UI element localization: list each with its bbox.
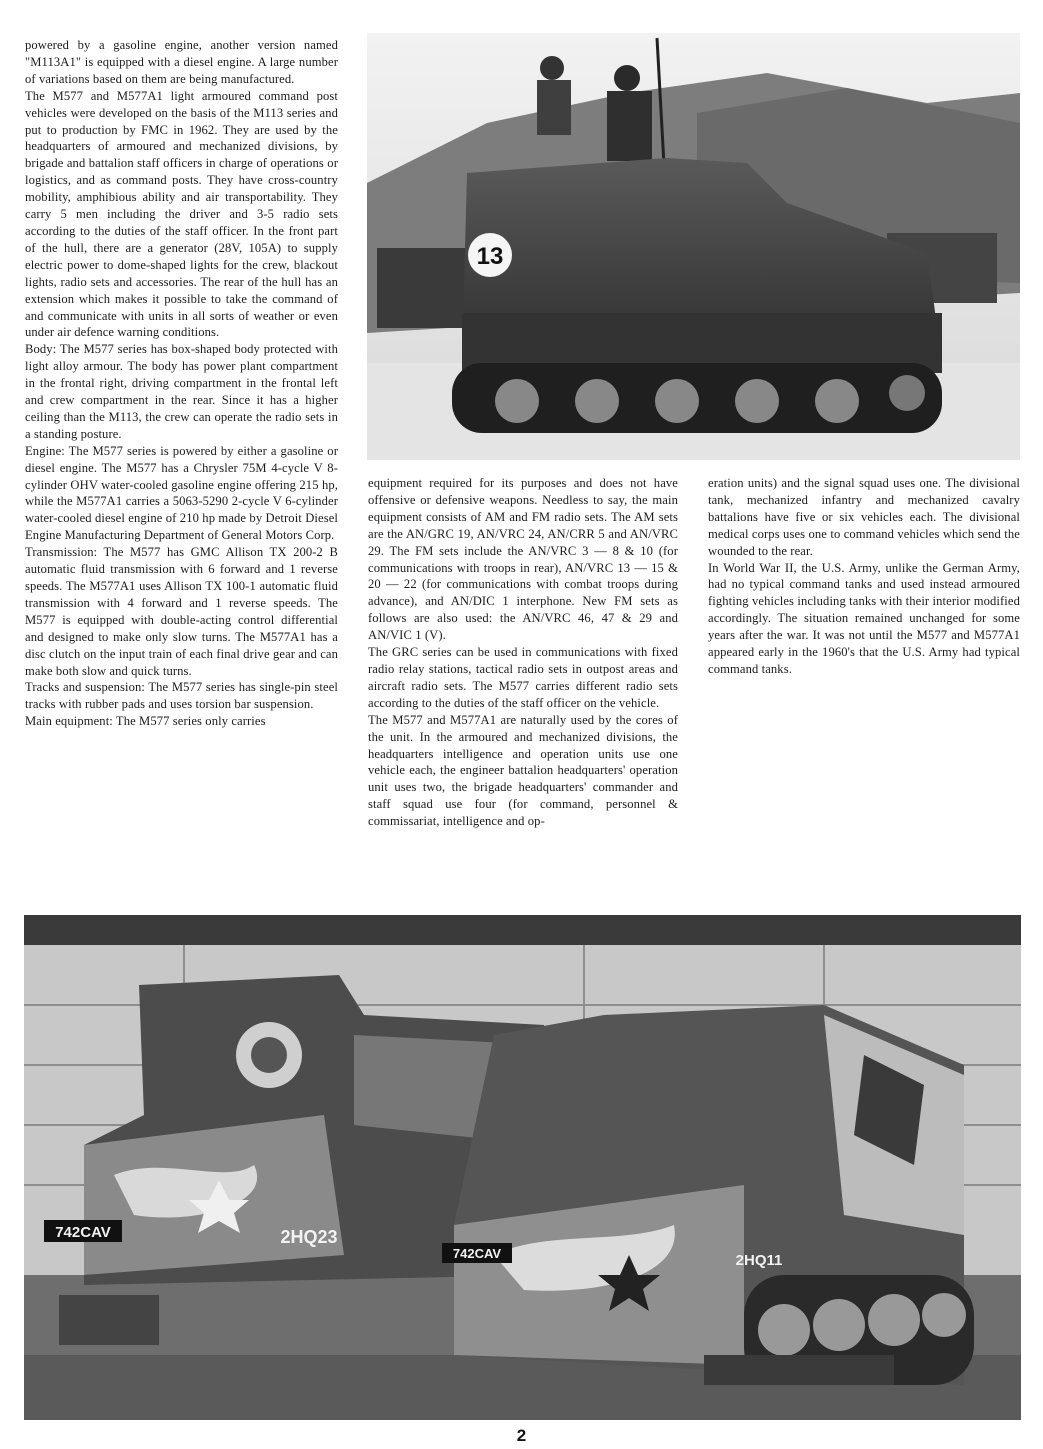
paragraph: Body: The M577 series has box-shaped body protected with light alloy armour. The body has power plant compartment in the frontal right, driving compartment in the frontal left and crew compartment in the rear. Since it has a higher ceiling than the M113, the crew can operate the radio sets in a standing posture. <box>25 342 338 441</box>
paragraph: In World War II, the U.S. Army, unlike the German Army, had no typical command tanks and used instead armoured fighting vehicles including tanks with their interior modified accordingly. The situation remained unchanged for some years after the war. It was not until the M577 and M577A1 appeared early in the 1960's that the U.S. Army had typical command tanks. <box>708 560 1020 676</box>
right-hull-marking: 2HQ11 <box>735 1252 783 1269</box>
left-hull-marking: 2HQ23 <box>280 1227 338 1247</box>
text-column-middle <box>368 475 678 915</box>
paragraph: eration units) and the signal squad uses one. The divisional tank, mechanized infantry and mechanized cavalry battalions have five or six vehicles each. The divisional medical corps uses one to command vehicles which send the wounded to the rear. <box>708 476 1020 558</box>
left-bumper-marking: 742CAV <box>55 1224 111 1241</box>
text-column-left <box>25 37 338 912</box>
paragraph: Tracks and suspension: The M577 series has single-pin steel tracks with rubber pads and uses torsion bar suspension. <box>25 680 338 712</box>
paragraph: Transmission: The M577 has GMC Allison TX 200-2 B automatic fluid transmission with 6 forward and 1 reverse speeds. The M577A1 uses Allison TX 100-1 automatic fluid transmission with 4 forward and 1 reverse speeds. The M577 is equipped with double-acting control differential and designed to make only slow turns. The M577A1 has a disc clutch on the input train of each final drive gear and can make both slow and quick turns. <box>25 545 338 678</box>
text-column-right <box>708 475 1020 715</box>
photo-m577-pair <box>24 915 1021 1420</box>
paragraph: The M577 and M577A1 light armoured command post vehicles were developed on the basis of the M113 series and put to production by FMC in 1962. They are used by the headquarters of armoured and mechanized divisions, by brigade and battalion staff officers in charge of operations or logistics, and as command posts. They have cross-country mobility, amphibious ability and air transportability. They carry 5 men including the driver and 3-5 radio sets according to the duties of the staff officer. In the front part of the hull, there are a generator (28V, 105A) to supply electric power to dome-shaped lights for the crew, blackout lights, radio sets and accessories. The rear of the hull has an extension which makes it possible to take the command of and communicate with units in all sorts of weather or even under air defence warning conditions. <box>25 88 338 340</box>
hull-number: 13 <box>476 243 504 270</box>
photo-m577-field-image <box>367 33 1020 460</box>
page-number: 2 <box>516 1426 527 1445</box>
photo-m577-pair-image <box>24 915 1021 1420</box>
photo-m577-field <box>367 33 1020 460</box>
paragraph: The GRC series can be used in communications with fixed radio relay stations, tactical radio sets in outpost areas and aircraft radio sets. The M577 carries different radio sets according to the duties of the staff officer on the vehicle. <box>368 645 678 710</box>
paragraph: Main equipment: The M577 series only carries <box>25 714 266 729</box>
paragraph: The M577 and M577A1 are naturally used by the cores of the unit. In the armoured and mechanized divisions, the headquarters intelligence and operation units use one vehicle each, the engineer battalion headquarters' operation unit uses two, the brigade headquarters' commander and staff squad use four (for command, personnel & commissariat, intelligence and op- <box>368 712 678 829</box>
paragraph: equipment required for its purposes and does not have offensive or defensive weapons. Needless to say, the main equipment consists of AM and FM radio sets. The AM sets are the AN/GRC 19, AN/VRC 24, AN/CRR 5 and AN/VRC 29. The FM sets include the AN/VRC 3 — 8 & 10 (for communications with troops in rear), AN/VRC 13 — 15 & 20 — 22 (for communications with combat troops during advance), and AN/DIC 1 interphone. New FM sets as follows are also used: the AN/VRC 46, 47 & 29 and AN/VIC 1 (V). <box>368 476 678 643</box>
paragraph: Engine: The M577 series is powered by either a gasoline or diesel engine. The M577 has a Chrysler 75M 4-cycle V 8-cylinder OHV water-cooled gasoline engine offering 215 hp, while the M577A1 carries a 5063-5290 2-cycle V 6-cylinder water-cooled diesel engine of 210 hp made by Detroit Diesel Engine Manufacturing Department of General Motors Corp. <box>25 443 338 543</box>
paragraph: powered by a gasoline engine, another version named "M113A1" is equipped with a diesel engine. A large number of variations based on them are being manufactured. <box>25 38 338 86</box>
right-bumper-marking: 742CAV <box>452 1246 502 1261</box>
